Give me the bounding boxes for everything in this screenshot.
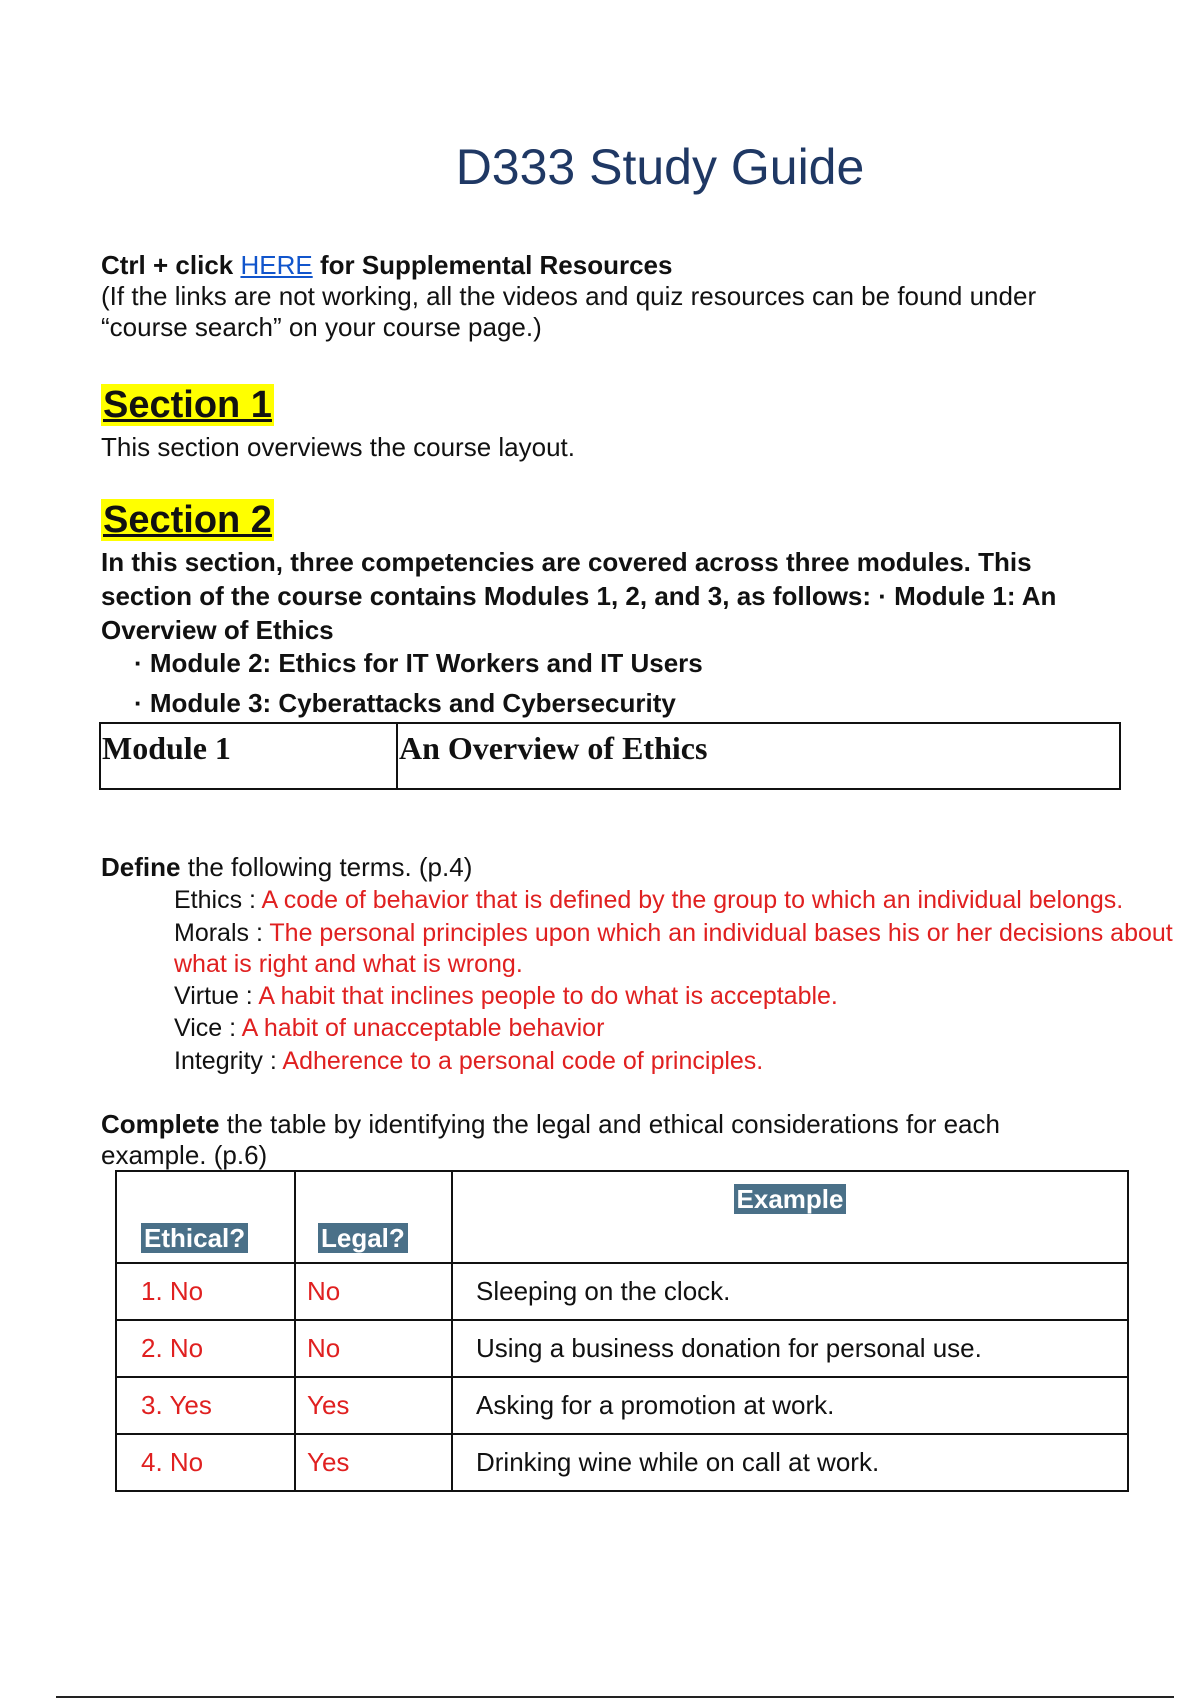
legal-cell: No [295, 1320, 452, 1377]
section-2-intro: In this section, three competencies are covered across three modules. This section of the course contains Modules 1, 2, and 3, as follows: · Module 1: An Overview of Ethics [101, 547, 1057, 645]
module-name: An Overview of Ethics [399, 730, 708, 766]
header-ethical: Ethical? [116, 1171, 295, 1263]
table-row [116, 1320, 1128, 1377]
definition-virtue [174, 981, 1184, 1012]
definitions-intro [101, 852, 472, 883]
section-2-heading: Section 2 [103, 499, 272, 541]
ethical-cell: 1. No [116, 1263, 295, 1320]
example-cell: Drinking wine while on call at work. [452, 1434, 1128, 1491]
term-answer: A habit that inclines people to do what is acceptable. [258, 982, 838, 1010]
term-answer: The personal principles upon which an individual bases his or her decisions about what is right and what is wrong. [174, 919, 1173, 978]
supplemental-resources [101, 250, 1121, 343]
definition-vice [174, 1013, 1184, 1044]
table-header-row [116, 1171, 1128, 1263]
legal-cell: Yes [295, 1377, 452, 1434]
module-number: Module 1 [101, 724, 398, 788]
ethical-cell: 3. Yes [116, 1377, 295, 1434]
term-label: Morals : [174, 919, 270, 947]
complete-rest: the table by identifying the legal and ethical considerations for each example. (p.6) [101, 1109, 1000, 1170]
table-row [116, 1434, 1128, 1491]
ethical-cell: 4. No [116, 1434, 295, 1491]
define-rest: the following terms. (p.4) [180, 852, 473, 882]
term-label: Virtue : [174, 982, 259, 1010]
term-answer: Adherence to a personal code of principles. [282, 1047, 764, 1075]
example-cell: Sleeping on the clock. [452, 1263, 1128, 1320]
example-cell: Asking for a promotion at work. [452, 1377, 1128, 1434]
example-cell: Using a business donation for personal use. [452, 1320, 1128, 1377]
page-title: D333 Study Guide [455, 139, 865, 195]
example-table [115, 1170, 1129, 1492]
table-row [116, 1377, 1128, 1434]
section-1-text: This section overviews the course layout. [101, 432, 575, 462]
page-bottom-divider [56, 1696, 1174, 1698]
resources-prefix: Ctrl + click [101, 250, 241, 280]
table-row [116, 1263, 1128, 1320]
here-link[interactable]: HERE [240, 250, 313, 280]
ethical-cell: 2. No [116, 1320, 295, 1377]
term-label: Integrity : [174, 1047, 283, 1075]
header-example: Example [452, 1171, 1128, 1263]
definition-ethics [174, 885, 1184, 916]
complete-instructions [101, 1109, 1111, 1171]
legal-cell: No [295, 1263, 452, 1320]
term-label: Ethics : [174, 886, 262, 914]
module-2-bullet: · Module 2: Ethics for IT Workers and IT Users [134, 648, 703, 678]
resources-line [101, 250, 1121, 281]
term-answer: A habit of unacceptable behavior [241, 1014, 605, 1042]
term-label: Vice : [174, 1014, 242, 1042]
definition-morals [174, 918, 1184, 980]
module-3-bullet: · Module 3: Cyberattacks and Cybersecurity [134, 688, 676, 718]
definition-integrity [174, 1046, 1184, 1077]
term-answer: A code of behavior that is defined by the group to which an individual belongs. [261, 886, 1124, 914]
module-table [99, 722, 1121, 790]
legal-cell: Yes [295, 1434, 452, 1491]
define-bold: Define [101, 852, 181, 882]
header-legal: Legal? [295, 1171, 452, 1263]
resources-suffix: for Supplemental Resources [312, 250, 673, 280]
section-1-heading: Section 1 [103, 384, 272, 426]
complete-bold: Complete [101, 1109, 220, 1139]
resources-note: (If the links are not working, all the videos and quiz resources can be found under “course search” on your course page.) [101, 281, 1037, 342]
